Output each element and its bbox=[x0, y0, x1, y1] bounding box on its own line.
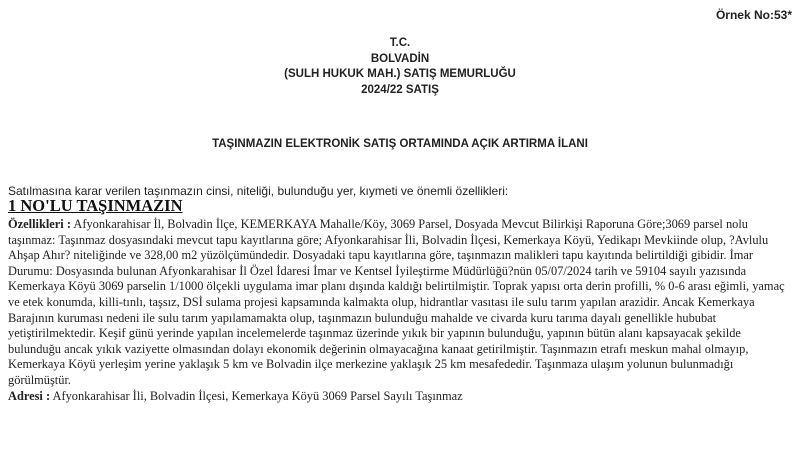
form-number: Örnek No:53* bbox=[715, 8, 792, 22]
header-republic: T.C. bbox=[389, 37, 411, 49]
property-address bbox=[8, 389, 792, 405]
address-label: Adresi : bbox=[8, 388, 51, 403]
features-label: Özellikleri : bbox=[8, 217, 71, 231]
intro-text: Satılmasına karar verilen taşınmazın cinsi, niteliği, bulunduğu yer, kıymeti ve önemli özellikleri: bbox=[8, 184, 509, 198]
header-case-number: 2024/22 SATIŞ bbox=[361, 83, 439, 96]
header-office: (SULH HUKUK MAH.) SATIŞ MEMURLUĞU bbox=[284, 68, 516, 80]
announcement-title: TAŞINMAZIN ELEKTRONİK SATIŞ ORTAMINDA AÇIK ARTIRMA İLANI bbox=[212, 138, 588, 150]
document-header bbox=[0, 36, 800, 98]
property-title: 1 NO'LU TAŞINMAZIN bbox=[8, 196, 183, 215]
property-details bbox=[8, 217, 792, 404]
property-features bbox=[8, 217, 792, 389]
header-district: BOLVADİN bbox=[370, 52, 430, 65]
features-text: Afyonkarahisar İl, Bolvadin İlçe, KEMERKAYA Mahalle/Köy, 3069 Parsel, Dosyada Mevcut Bilirkişi Raporuna Göre;3069 parsel nolu taşınmaz: Taşınmaz dosyasındaki mevcut tapu kayıtlarına göre; Afyonkarahisar İli, Bolvadin İlçesi, Kemerkaya Köyü, Yedikapı Mevkiinde olup, ?Avlulu Ahşap Ahır? niteliğinde ve 328,00 m2 yüzölçümündedir. Dosyadaki tapu kayıtlarına göre, taşınmazın malikleri tapu kayıtında belirtildiği gibidir. İmar Durumu: Dosyasında bulunan Afyonkarahisar İl Özel İdaresi İmar ve Kentsel İyileştirme Müdürlüğü?nün 05/07/2024 tarih ve 59104 sayılı yazısında Kemerkaya Köyü 3069 parselin 1/1000 ölçekli uygulama imar planı dışında kaldığı belirtilmiştir. Toprak yapısı orta derin profilli, % 0-6 arası eğimli, yamaç ve etek konumda, killi-tınlı, taşsız, DSİ sulama projesi kapsamında kalmakta olup, hidrantlar vasıtası ile sulu tarım yapılan arazidir. Ancak Kemerkaya Barajının kuruması nedeni ile sulu tarım yapılamamakta olup, taşınmazın bulunduğu mahalde ve civarda kuru tarıma dayalı genellikle hububat yetiştirilmektedir. Keşif günü yerinde yapılan incelemelerde taşınmaz üzerinde yıkık bir yapının bulunduğu, yapının bütün alanı kapsayacak şekilde bulunduğu ancak yıkık vaziyette olmasından dolayı ekonomik değerinin olmayacağına kanaat getirilmiştir. Taşınmazın etrafı meskun mahal olmayıp, Kemerkaya Köyü yerleşim yerine yaklaşık 5 km ve Bolvadin ilçe merkezine yaklaşık 25 km mesafededir. Taşınmaza ulaşım yolunun bulunmadığı görülmüştür. bbox=[8, 217, 785, 387]
address-text: Afyonkarahisar İli, Bolvadin İlçesi, Kemerkaya Köyü 3069 Parsel Sayılı Taşınmaz bbox=[50, 388, 463, 403]
